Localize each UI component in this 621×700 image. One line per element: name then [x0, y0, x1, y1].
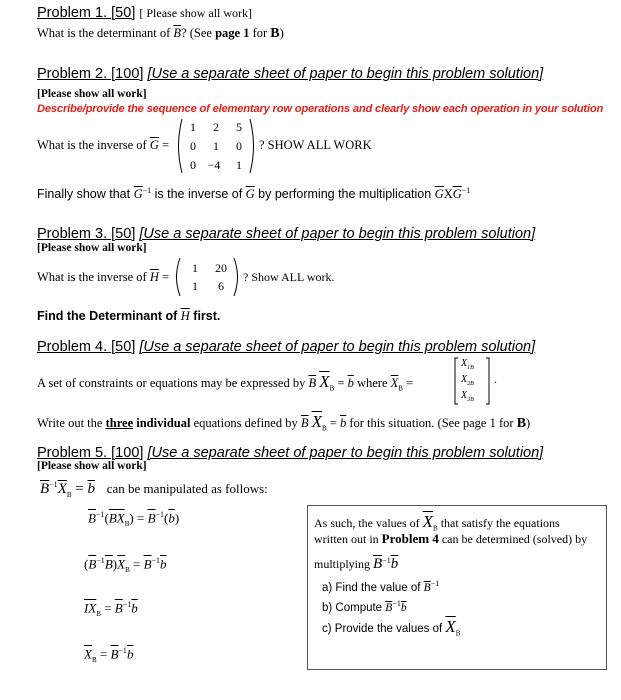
p4-b-vector: $\overline{b}$: [347, 376, 354, 390]
p2-inverse-question: [37, 138, 169, 153]
p4-eq: =: [337, 376, 345, 390]
p4-line2-close: ): [526, 416, 531, 430]
p1-for: for: [252, 26, 268, 40]
p1-for-symbol: B: [270, 26, 280, 41]
problem-1-points: [50]: [111, 5, 136, 21]
g-cell: 1: [190, 120, 196, 134]
problem-4-label: Problem 4.: [37, 339, 108, 355]
p2-g: $\overline{G}$: [245, 187, 255, 202]
p4-line2-x: $\overline{X}$: [311, 412, 322, 431]
p4-line2-B: B: [516, 416, 527, 431]
p4-eq2: =: [406, 376, 414, 390]
box-problem4: Problem 4: [381, 531, 439, 546]
p4-line2-bvec: $\overline{b}$: [339, 416, 347, 430]
explanation-box: [307, 505, 607, 670]
p5-eq3: $\overline{IX}_B = \overline{B}^{-1}\overline{b}$: [84, 600, 138, 618]
p1-question-post: ? (See: [181, 26, 212, 40]
p1-page-ref: page 1: [215, 26, 250, 40]
problem-1-question: [37, 26, 284, 42]
g-cell: 0: [190, 158, 196, 172]
p2-g-inverse: $\overline{G}$: [133, 187, 143, 202]
p4-line2-eq: =: [329, 416, 337, 430]
p4-line2-sub: B: [322, 424, 327, 433]
problem-3-heading: [37, 226, 535, 242]
p3-eq: =: [161, 270, 170, 284]
box-multiplying: multiplying: [314, 557, 371, 571]
xb-column-vector: [452, 356, 492, 406]
p3-det-post: first.: [193, 309, 221, 323]
box-line1-text: As such, the values of: [314, 516, 420, 530]
p2-mult-g: $\overline{G}$: [434, 187, 444, 202]
g-cell: 1: [236, 158, 242, 172]
problem-4-points: [50]: [111, 339, 136, 355]
h-cell: 6: [218, 279, 224, 293]
p5-manip-text: can be manipulated as follows:: [106, 481, 268, 496]
problem-5-points: [100]: [111, 445, 144, 461]
problem-5-heading: [37, 445, 543, 461]
h-cell: 1: [192, 261, 198, 275]
g-cell: −4: [207, 158, 221, 172]
p3-det-text: Find the Determinant of: [37, 309, 178, 323]
box-c-text: c) Provide the values of: [322, 623, 443, 635]
h-cell: 20: [215, 261, 227, 275]
p2-mult-g2: $\overline{G}$: [452, 187, 462, 202]
p4-line2-mid: equations defined by: [193, 416, 298, 430]
box-line1-post: that satisfy the equations: [440, 516, 560, 530]
problem-2-please: [Please show all work]: [37, 88, 147, 100]
g-cell: 0: [190, 139, 196, 153]
problem-3-instruction: [Use a separate sheet of paper to begin this problem solution]: [139, 226, 536, 242]
p2-sup: −1: [142, 186, 152, 195]
p4-x-vector: $\overline{X}$: [319, 372, 330, 391]
h-cell: 1: [192, 279, 198, 293]
p2-finally-post: by performing the multiplication: [258, 187, 432, 202]
p2-finally-mid: is the inverse of: [154, 187, 243, 202]
p4-xb: $\overline{X}$: [390, 376, 399, 390]
p4-line2: [37, 412, 530, 433]
box-line3: multiplying $\overline{B}^{-1}\overline{b}$: [314, 556, 399, 572]
p2-eq: =: [161, 138, 170, 152]
box-b-text: b) Compute: [322, 601, 383, 614]
problem-5-instruction: [Use a separate sheet of paper to begin this problem solution]: [147, 445, 544, 461]
g-cell: 0: [236, 139, 242, 153]
p4-line1: [37, 372, 413, 393]
g-cell: 2: [213, 120, 219, 134]
p2-finally-text: Finally show that: [37, 187, 131, 202]
p4-three: three: [105, 416, 134, 430]
p1-close: ): [279, 26, 284, 40]
p5-eq2: $(\overline{B}^{-1}\overline{B})\overline{X}_B = \overline{B}^{-1}\overline{b}$: [84, 556, 167, 574]
p4-line1-text: A set of constraints or equations may be expressed by: [37, 376, 306, 390]
box-item-c: c) Provide the values of $\overline{X}_B$: [322, 617, 461, 638]
matrix-g: [174, 117, 258, 175]
p3-inverse-question: [37, 270, 169, 285]
p4-individual: individual: [136, 416, 191, 430]
p3-det-line: [37, 309, 220, 324]
problem-4-instruction: [Use a separate sheet of paper to begin this problem solution]: [139, 339, 536, 355]
p5-eq1: $\overline{B}^{-1}(\overline{B}\overline{X}_B) = \overline{B}^{-1}(\overline{b})$: [88, 510, 180, 528]
p3-after-text: ? Show ALL work.: [243, 270, 335, 284]
p5-main-eq: $\overline{B}^{-1}\overline{X}_B = \overline{b}$ can be manipulated as follows:: [40, 480, 268, 499]
matrix-h-brackets: [172, 256, 242, 298]
problem-2-label: Problem 2.: [37, 66, 108, 82]
p4-xb-sub: B: [398, 384, 403, 393]
box-item-a: a) Find the value of $\overline{B}^{-1}$: [322, 579, 440, 594]
problem-1-note: [ Please show all work]: [139, 6, 253, 20]
box-line2-text: written out in: [314, 532, 379, 546]
p4-where: where: [356, 376, 388, 390]
p5-eq4: $\overline{X}_B = \overline{B}^{-1}\overline{b}$: [84, 646, 134, 664]
box-item-b: b) Compute $\overline{B}^{-1}\overline{b}$: [322, 599, 407, 614]
xb-entry: $X_{3B}$: [461, 390, 474, 403]
problem-2-heading: [37, 66, 543, 82]
xb-entry: $X_{1B}$: [461, 358, 474, 371]
p3-det-symbol: $\overline{H}$: [180, 309, 190, 323]
g-cell: 5: [236, 120, 242, 134]
problem-2-describe: Describe/provide the sequence of elementary row operations and clearly show each operation in your solution: [37, 103, 604, 115]
box-line2-post: can be determined (solved) by: [441, 532, 588, 546]
xb-entry: $X_{2B}$: [461, 374, 474, 387]
p1-question-text: What is the determinant of: [37, 26, 171, 40]
p2-sup2: −1: [461, 186, 471, 195]
matrix-h: [172, 256, 242, 298]
problem-1-heading: [37, 5, 252, 21]
p2-after-text: ? SHOW ALL WORK: [259, 138, 372, 152]
problem-5-please: [Please show all work]: [37, 460, 147, 472]
problem-2-instruction: [Use a separate sheet of paper to begin this problem solution]: [147, 66, 544, 82]
problem-3-please: [Please show all work]: [37, 242, 147, 254]
problem-2-points: [100]: [111, 66, 144, 82]
p2-symbol-g: $\overline{G}$: [149, 138, 159, 152]
p2-finally-line: [37, 186, 470, 202]
box-a-text: a) Find the value of: [322, 581, 421, 594]
p3-question-text: What is the inverse of: [37, 270, 147, 284]
problem-3-points: [50]: [111, 226, 136, 242]
p3-symbol-h: $\overline{H}$: [149, 270, 159, 284]
p1-symbol-b: $\overline{B}$: [173, 26, 182, 40]
box-line2: [314, 531, 587, 547]
problem-4-heading: [37, 339, 535, 355]
p4-sub: B: [329, 384, 335, 393]
problem-1-label: Problem 1.: [37, 5, 108, 21]
g-cell: 1: [213, 139, 219, 153]
p4-line2-text: Write out the: [37, 416, 103, 430]
problem-3-label: Problem 3.: [37, 226, 108, 242]
p4-b-matrix: $\overline{B}$: [308, 376, 317, 390]
p4-line2-post: for this situation. (See page 1 for: [349, 416, 514, 430]
p2-question-text: What is the inverse of: [37, 138, 147, 152]
p2-mult-x: X: [443, 187, 453, 202]
box-line1: As such, the values of $\overline{X}_B$ that satisfy the equations: [314, 512, 560, 533]
problem-5-label: Problem 5.: [37, 445, 108, 461]
p4-line2-b: $\overline{B}$: [300, 416, 309, 430]
